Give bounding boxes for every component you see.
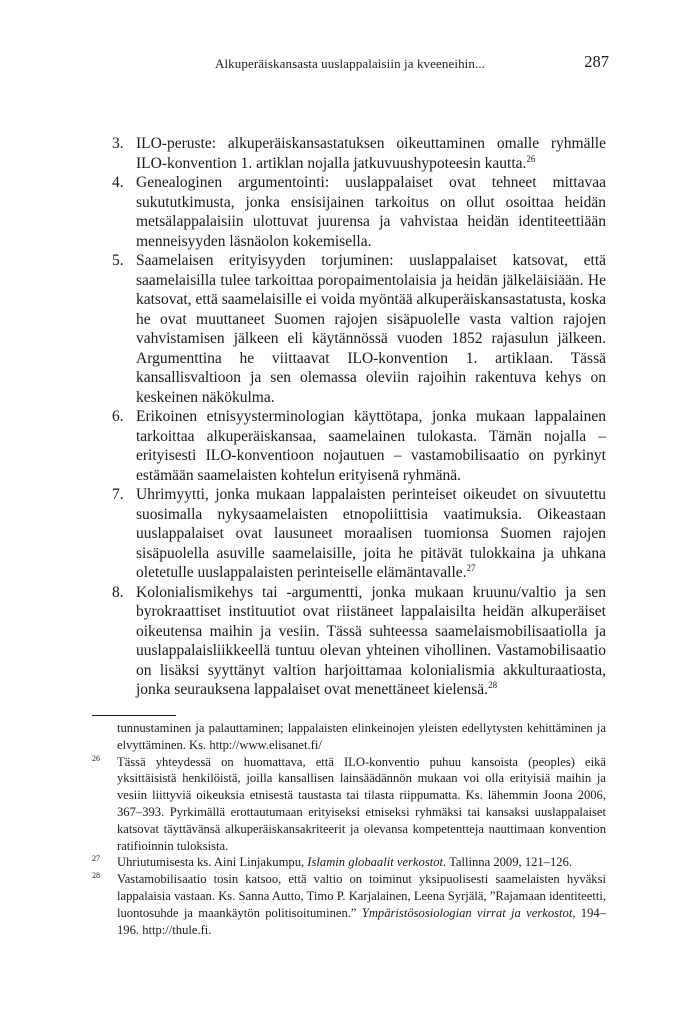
footnote-text: . Tallinna 2009, 121–126.	[443, 855, 573, 870]
footnote-ref[interactable]: 28	[488, 679, 498, 690]
item-number: 5.	[112, 252, 124, 269]
list-item	[98, 251, 606, 407]
item-number: 7.	[112, 486, 124, 503]
item-number: 8.	[112, 583, 124, 601]
list-item	[98, 407, 606, 485]
footnote-text: Vastamobilisaatio tosin katsoo, että valtio on toiminut yksipuolisesti saamelaisten hyväksi lappalaisia vastaan. Ks. Sanna Autto, Timo P. Karjalainen, Leena Syrjälä, ”Rajamaan identiteetti, luontosuhde ja maankäytön politisoituminen.”	[117, 872, 606, 920]
item-text: Genealoginen argumentointi: uuslappalaiset ovat tehneet mittavaa sukututkimusta, jonka ensisijainen tarkoitus on ollut osoittaa heidän metsälappalaisiin ulottuvat juurensa ja vahvistaa heidän identiteettiään menneisyyden läsnäolon kokemisella.	[136, 174, 606, 250]
footnotes	[92, 720, 606, 938]
item-number: 6.	[112, 408, 124, 425]
footnote-text: Uhriutumisesta ks. Aini Linjakumpu,	[117, 855, 308, 870]
item-text: Saamelaisen erityisyyden torjuminen: uuslappalaiset katsovat, että saamelaisilla tulee tarkoittaa poropaimentolaisia ja heidän jälkeläisiään. He katsovat, että saamelaisille ei voida myöntää alkuperäiskansastatusta, koska he ovat muuttaneet Suomen rajojen sisäpuolelle vasta valtion rajojen vahvistamisen jälkeen eli käytännössä vuoden 1852 rajasulun jälkeen. Argumenttina he viittaavat ILO-konvention 1. artiklaan. Tässä kansallisvaltioon ja sen olemassa oleviin rajoihin rakentuva kehys on keskeinen näkökulma.	[136, 252, 606, 406]
list-item	[98, 485, 606, 583]
item-text: ILO-peruste: alkuperäiskansastatuksen oikeuttaminen omalle ryhmälle ILO-konvention 1. artiklan nojalla jatkuvuushypoteesin kautta.	[136, 135, 606, 172]
argument-list	[98, 134, 606, 700]
list-item	[98, 583, 606, 700]
page-number: 287	[584, 52, 609, 71]
footnote-continuation: tunnustaminen ja palauttaminen; lappalaisten elinkeinojen yleisten edellytysten kehittäminen ja elvyttäminen. Ks. http://www.elisanet.fi/	[117, 721, 606, 752]
footnote-ref[interactable]: 26	[526, 153, 536, 164]
footnote-ref[interactable]: 27	[466, 562, 476, 573]
footnote-separator	[92, 715, 176, 716]
footnote-number: 28	[92, 871, 100, 881]
list-item	[98, 134, 606, 173]
page-header	[0, 50, 700, 78]
item-number: 4.	[112, 174, 124, 191]
footnote-number: 26	[92, 753, 100, 763]
item-text: Uhrimyytti, jonka mukaan lappalaisten perinteiset oikeudet on sivuutettu suosimalla nykysaamelaisten etnopoliittisia vaatimuksia. Oikeastaan uuslappalaiset ovat lausuneet moraalisen tuomionsa Suomen rajojen sisäpuolella asuville saamelaisille, joita he pitävät tulokkaina ja uhkana oletetulle uuslappalaisten perinteiselle elämäntavalle.	[136, 486, 606, 581]
footnote-text: , 194–196. http://thule.fi.	[117, 905, 606, 937]
item-text: Kolonialismikehys tai -argumentti, jonka mukaan kruunu/valtio ja sen byrokraattiset instituutiot ovat riistäneet lappalaisilta heidän alkuperäiset oikeutensa maihin ja vesiin. Tässä suhteessa saamelaismobilisaatiolla ja uuslappalaisliikkeellä tuntuu olevan yhteinen vihollinen. Vastamobilisaatio on lisäksi syyttänyt valtion harjoittamaa kolonialismia akkulturaatiosta, jonka seurauksena lappalaiset ovat menettäneet kielensä.	[136, 583, 606, 698]
footnote-28	[92, 871, 606, 938]
item-text: Erikoinen etnisyysterminologian käyttötapa, jonka mukaan lappalainen tarkoittaa alkuperäiskansaa, saamelainen tulokasta. Tämän nojalla – erityisesti ILO-konventioon nojautuen – vastamobilisaatio on pyrkinyt estämään saamelaisten kohtelun erityisenä ryhmänä.	[136, 408, 606, 484]
item-number: 3.	[112, 135, 124, 152]
footnote-27	[92, 854, 606, 871]
book-title: Islamin globaalit verkostot	[307, 855, 444, 870]
footnote-number: 27	[92, 854, 100, 864]
list-item	[98, 173, 606, 251]
book-title: Ympäristösosiologian virrat ja verkostot	[361, 905, 573, 920]
running-title: Alkuperäiskansasta uuslappalaisiin ja kveeneihin...	[214, 56, 486, 71]
footnote-text: Tässä yhteydessä on huomattava, että ILO-konventio puhuu kansoista (peoples) eikä yksittäisistä henkilöistä, joilla kansallisen lainsäädännön mukaan voi olla erityisiä maihin ja vesiin liittyviä oikeuksia etnisestä taustasta tai tilasta riippumatta. Ks. lähemmin Joona 2006, 367–393. Pyrkimällä erottautumaan erityiseksi etniseksi ryhmäksi tai kansaksi uuslappalaiset katsovat täyttävänsä alkuperäiskansakriteerit ja olevansa kompetentteja nauttimaan konvention ratifioinnin tuloksista.	[117, 754, 606, 853]
footnote-26	[92, 754, 606, 855]
